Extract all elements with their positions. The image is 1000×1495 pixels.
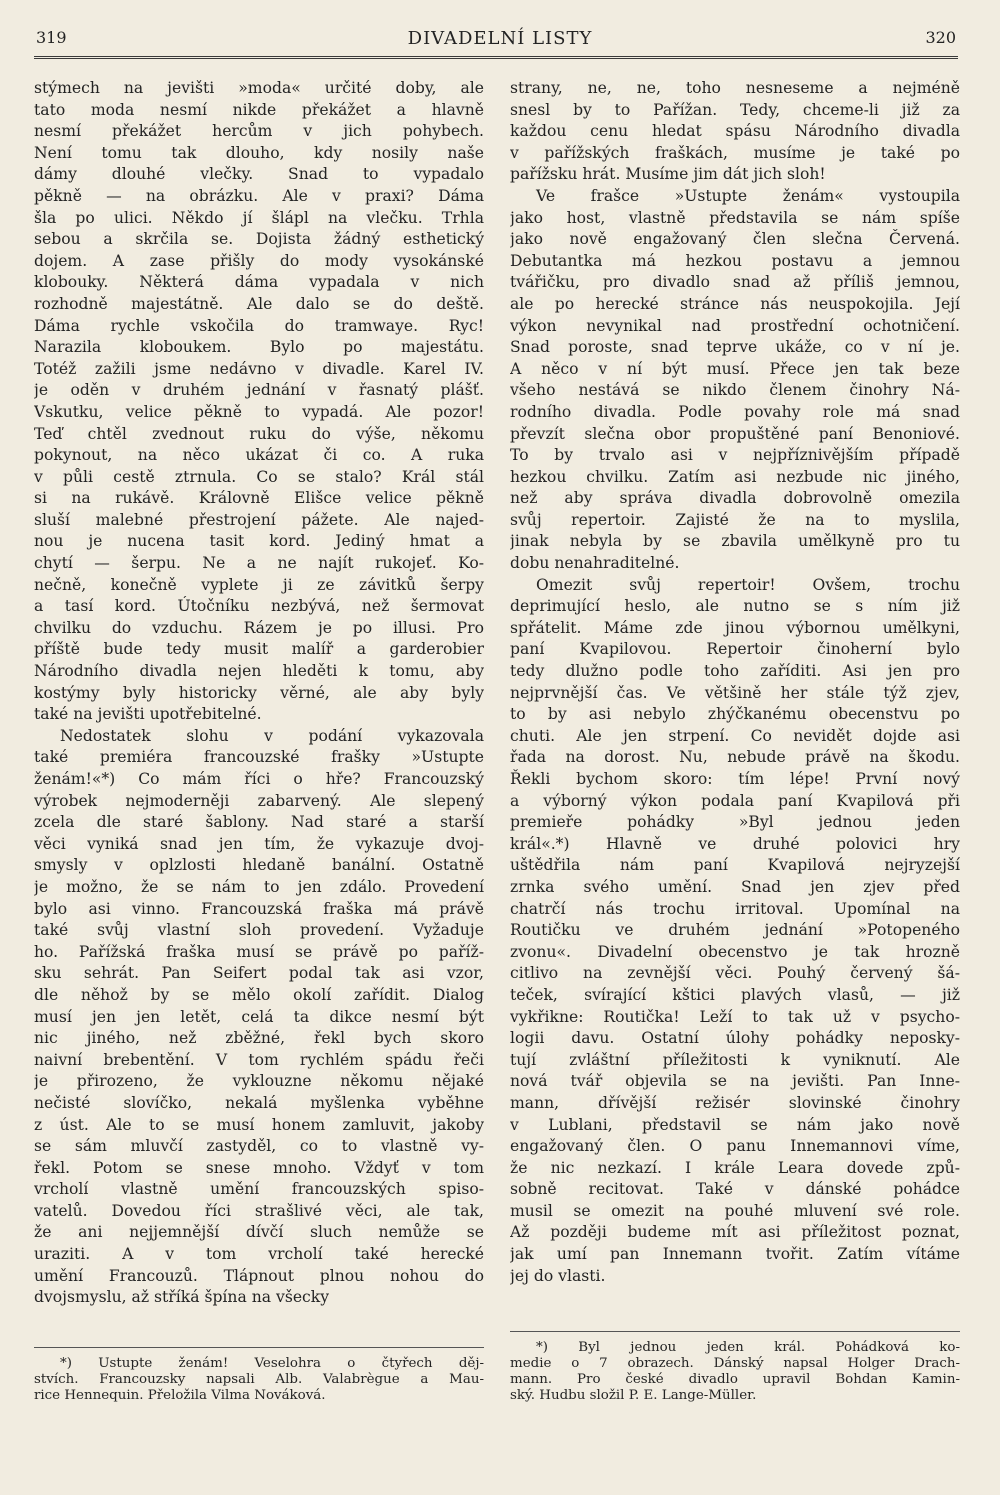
text-line: svůj repertoir. Zajisté že na to myslila, [510, 510, 960, 529]
text-line: chytí — šerpu. Ne a ne najít rukojeť. Ko- [34, 554, 484, 573]
text-line: Totéž zažili jsme nedávno v divadle. Karel IV. [34, 359, 484, 378]
text-line: kostýmy byly historicky věrné, ale aby byly [34, 683, 484, 702]
text-line: stvích. Francouzsky napsali Alb. Valabrègue a Mau- [34, 1372, 484, 1387]
text-line: naivní brebentění. V tom rychlém spádu řeči [34, 1050, 484, 1069]
text-line: musí jen jen letět, celá ta dikce nesmí být [34, 1007, 484, 1026]
text-line: Snad poroste, snad teprve ukáže, co v ní je. [510, 338, 960, 357]
text-line: nejprvnější čas. Ve většině her stále týž zjev, [510, 683, 960, 702]
text-line: paní Kvapilovou. Repertoir činoherní bylo [510, 640, 960, 659]
text-line: logii davu. Ostatní úlohy pohádky neposky- [510, 1029, 960, 1048]
text-line: z úst. Ale to se musí honem zamluvit, jakoby [34, 1115, 484, 1134]
running-header [0, 28, 1000, 58]
text-line: engažovaný člen. O panu Innemannovi víme, [510, 1137, 960, 1156]
text-line: sebou a skrčila se. Dojista žádný esthetický [34, 230, 484, 249]
text-line: dojem. A zase přišly do mody vysokánské [34, 251, 484, 270]
text-line: hezkou chvilku. Zatím asi nezbude nic jiného, [510, 467, 960, 486]
text-line: dvojsmyslu, až stříká špína na všecky [34, 1288, 330, 1307]
text-line: bylo asi vinno. Francouzská fraška má právě [34, 899, 484, 918]
text-line: sobně recitovat. Také v dánské pohádce [510, 1180, 960, 1199]
text-line: než aby správa divadla dobrovolně omezila [510, 489, 960, 508]
text-line: v pařížských fraškách, musíme je také po [510, 143, 960, 162]
text-line: sluší malebné přestrojení pážete. Ale najed- [34, 510, 484, 529]
text-line: *) Byl jednou jeden král. Pohádková ko- [536, 1340, 960, 1355]
text-line: A něco v ní být musí. Přece jen tak beze [510, 359, 960, 378]
text-line: je oděn v druhém jednání v řasnatý plášť. [34, 381, 484, 400]
page-number-left: 319 [36, 28, 67, 47]
text-line: chvilku do vzduchu. Rázem je po illusi. Pro [34, 618, 484, 637]
text-line: také na jevišti upotřebitelné. [34, 705, 262, 724]
text-line: každou cenu hledat spásu Národního divadla [510, 122, 960, 141]
text-line: premieře pohádky »Byl jednou jeden [510, 813, 960, 832]
text-line: medie o 7 obrazech. Dánský napsal Holger Drach- [510, 1356, 960, 1371]
footnote-rule-right [510, 1331, 960, 1332]
footnote-rule-left [34, 1347, 484, 1348]
text-line: snesl by to Pařížan. Tedy, chceme-li již za [510, 100, 960, 119]
text-line: v Lublani, představil se nám jako nově [510, 1115, 960, 1134]
text-line: věci vyniká snad jen tím, že vykazuje dvoj- [34, 834, 484, 853]
text-line: sku sehrát. Pan Seifert podal tak asi vzor, [34, 964, 484, 983]
text-line: řekl. Potom se snese mnoho. Vždyť v tom [34, 1158, 484, 1177]
text-line: mann. Pro české divadlo upravil Bohdan Kamin- [510, 1372, 960, 1387]
text-line: je přirozeno, že vyklouzne někomu nějaké [34, 1072, 484, 1091]
text-line: pěkně — na obrázku. Ale v praxi? Dáma [34, 186, 484, 205]
right-column [510, 78, 960, 1287]
footnote-right [510, 1340, 960, 1404]
footnote-left [34, 1356, 484, 1404]
text-line: řada na dorost. Nu, nebude právě na škodu. [510, 748, 960, 767]
text-line: všeho nestává se nikdo členem činohry Ná- [510, 381, 960, 400]
text-line: Dáma rychle vskočila do tramwaye. Ryc! [34, 316, 484, 335]
text-line: také premiéra francouzské frašky »Ustupte [34, 748, 484, 767]
text-line: vrcholí vlastně umění francouzských spiso- [34, 1180, 484, 1199]
text-line: Vskutku, velice pěkně to vypadá. Ale pozor! [34, 402, 484, 421]
text-line: také svůj vlastní sloh provedení. Vyžaduje [34, 921, 484, 940]
text-line: ho. Pařížská fraška musí se právě po paříž- [34, 942, 484, 961]
text-line: je možno, že se nám to jen zdálo. Provedení [34, 877, 484, 896]
text-line: pařížsku hrát. Musíme jim dát jich sloh! [510, 165, 826, 184]
text-line: uraziti. A v tom vrcholí také herecké [34, 1245, 484, 1264]
text-line: Národního divadla nejen hleděti k tomu, aby [34, 662, 484, 681]
text-line: šla po ulici. Někdo jí šlápl na vlečku. Trhla [34, 208, 484, 227]
text-line: v půli cestě ztrnula. Co se stalo? Král stál [34, 467, 484, 486]
text-line: tují zvláštní příležitosti k vyniknutí. Ale [510, 1050, 960, 1069]
text-line: že nic nezkazí. I krále Leara dovede způ- [510, 1158, 960, 1177]
text-line: že ani nejjemnější dívčí sluch nemůže se [34, 1223, 484, 1242]
text-line: Debutantka má hezkou postavu a jemnou [510, 251, 960, 270]
text-line: tato moda nesmí nikde překážet a hlavně [34, 100, 484, 119]
text-line: Routičku ve druhém jednání »Potopeného [510, 921, 960, 940]
text-line: rice Hennequin. Přeložila Vilma Nováková. [34, 1388, 326, 1403]
text-line: deprimující heslo, ale nutno se s ním již [510, 597, 960, 616]
text-line: vykřikne: Routička! Leží to tak už v psycho- [510, 1007, 960, 1026]
text-line: nečisté slovíčko, nekalá myšlenka vyběhne [34, 1093, 484, 1112]
text-line: nou je nucena tasit kord. Jediný hmat a [34, 532, 484, 551]
text-line: jako nově engažovaný člen slečna Červená. [510, 230, 960, 249]
text-line: ale po herecké stránce nás neuspokojila. Její [510, 294, 960, 313]
page-number-right: 320 [925, 28, 956, 47]
text-line: Nedostatek slohu v podání vykazovala [60, 726, 484, 745]
text-line: chatrčí nás trochu irritoval. Upomínal na [510, 899, 960, 918]
text-line: zrnka svého umění. Snad jen zjev před [510, 877, 960, 896]
text-line: klobouky. Některá dáma vypadala v nich [34, 273, 484, 292]
text-line: Ve frašce »Ustupte ženám« vystoupila [536, 186, 960, 205]
text-line: ský. Hudbu složil P. E. Lange-Müller. [510, 1388, 757, 1403]
text-line: tedy dlužno podle toho zaříditi. Asi jen pro [510, 662, 960, 681]
text-line: *) Ustupte ženám! Veselohra o čtyřech děj- [60, 1356, 484, 1371]
text-line: umění Francouzů. Tlápnout plnou nohou do [34, 1266, 484, 1285]
text-line: zvonu«. Divadelní obecenstvo je tak hrozně [510, 942, 960, 961]
text-line: tvářičku, pro divadlo snad až příliš jemnou, [510, 273, 960, 292]
text-line: nesmí překážet hercům v jich pohybech. [34, 122, 484, 141]
text-line: Až později budeme mít asi příležitost poznat, [510, 1223, 960, 1242]
text-line: zcela dle staré šablony. Nad staré a starší [34, 813, 484, 832]
journal-title: DIVADELNÍ LISTY [407, 28, 593, 49]
text-line: vatelů. Dovedou říci strašlivé věci, ale tak, [34, 1201, 484, 1220]
text-line: jak umí pan Innemann tvořit. Zatím vítáme [510, 1245, 960, 1264]
text-line: a tasí kord. Útočníku nezbývá, než šermovat [34, 597, 484, 616]
header-rule [34, 56, 958, 59]
text-line: Teď chtěl zvednout ruku do výše, někomu [34, 424, 484, 443]
text-line: a výborný výkon podala paní Kvapilová při [510, 791, 960, 810]
text-line: rozhodně majestátně. Ale dalo se do deště. [34, 294, 484, 313]
text-line: jako host, vlastně představila se nám spíše [510, 208, 960, 227]
text-line: si na rukávě. Královně Elišce velice pěkně [34, 489, 484, 508]
text-line: nečně, konečně vyplete ji ze závitků šerpy [34, 575, 484, 594]
text-line: To by trvalo asi v nejpříznivějším případě [510, 446, 960, 465]
text-line: nic jiného, než zběžné, řekl bych skoro [34, 1029, 484, 1048]
text-line: musil se omezit na pouhé mluvení své role. [510, 1201, 960, 1220]
text-line: uštědřila nám paní Kvapilová nejryzejší [510, 856, 960, 875]
text-line: nová tvář objevila se na jevišti. Pan Inne- [510, 1072, 960, 1091]
text-line: se sám mluvčí zastyděl, co to vlastně vy- [34, 1137, 484, 1156]
text-line: rodního divadla. Podle povahy role má snad [510, 402, 960, 421]
text-line: převzít slečna obor propuštěné paní Benoniové. [510, 424, 960, 443]
text-line: dle něhož by se mělo okolí zařídit. Dialog [34, 985, 484, 1004]
text-line: smysly v oplzlosti hledaně banální. Ostatně [34, 856, 484, 875]
text-line: Řekli bychom skoro: tím lépe! První nový [510, 770, 960, 788]
text-line: mann, dřívější režisér slovinské činohry [510, 1093, 960, 1112]
text-line: stýmech na jevišti »moda« určité doby, ale [34, 79, 484, 97]
text-line: král«.*) Hlavně ve druhé polovici hry [510, 834, 960, 853]
text-line: dobu nenahraditelné. [510, 554, 680, 573]
text-line: strany, ne, ne, toho nesneseme a nejméně [510, 79, 960, 97]
text-line: jinak nebyla by se zbavila umělkyně pro tu [510, 532, 960, 551]
text-line: ženám!«*) Co mám říci o hře? Francouzský [34, 770, 484, 788]
text-line: Omezit svůj repertoir! Ovšem, trochu [536, 575, 960, 594]
text-line: teček, svírající kštici plavých vlasů, — již [510, 985, 960, 1004]
text-line: to by asi nebylo zhýčkanému obecenstvu po [510, 705, 960, 724]
text-line: spřátelit. Máme zde jinou výbornou umělkyni, [510, 618, 960, 637]
text-line: chuti. Ale jen strpení. Co nevidět dojde asi [510, 726, 960, 745]
text-line: Není tomu tak dlouho, kdy nosily naše [34, 143, 484, 162]
text-line: pokynout, na něco ukázat či co. A ruka [34, 446, 484, 465]
left-column [34, 78, 484, 1309]
text-line: Narazila kloboukem. Bylo po majestátu. [34, 338, 484, 357]
text-line: dámy dlouhé vlečky. Snad to vypadalo [34, 165, 484, 184]
text-line: výrobek nejmoderněji zabarvený. Ale slepený [34, 791, 484, 810]
text-line: příště bude tedy musit malíř a garderobier [34, 640, 484, 659]
text-line: výkon nevynikal nad prostřední ochotničení. [510, 316, 960, 335]
text-line: citlivo na zevnější věci. Pouhý červený šá- [510, 964, 960, 983]
text-line: jej do vlasti. [510, 1266, 606, 1285]
